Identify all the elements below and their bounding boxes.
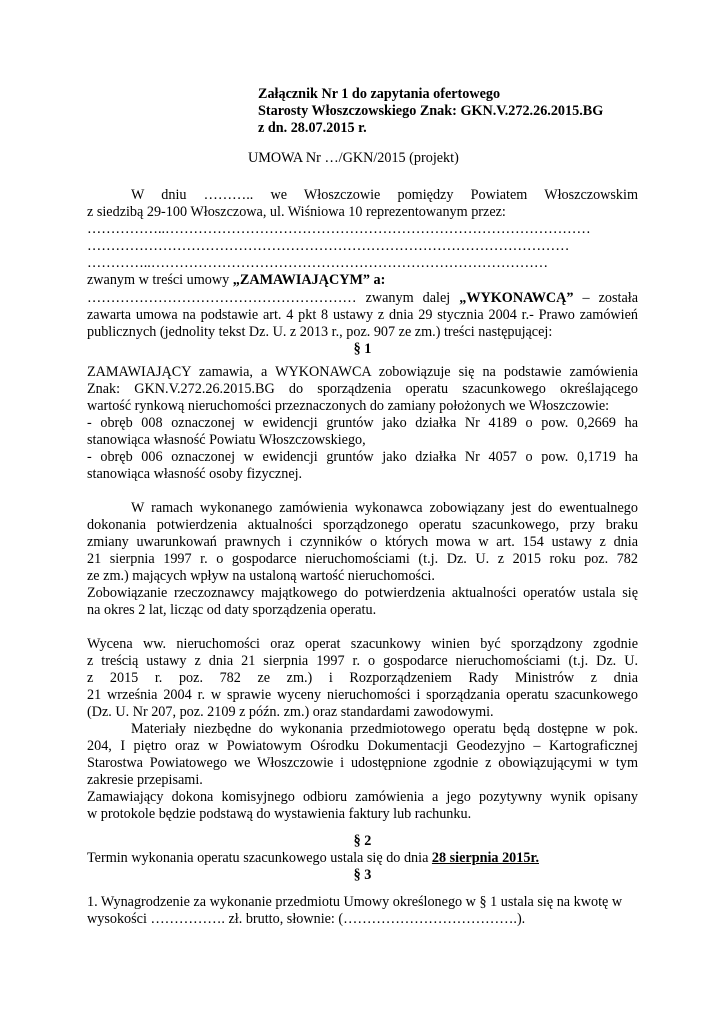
deadline-date: 28 sierpnia 2015r. [431, 850, 539, 866]
paragraph-line: 1. Wynagrodzenie za wykonanie przedmiotu Umowy określonego w § 1 ustala się na kwotę w [87, 894, 623, 910]
dots-line: …………..………………………………………………………………………… [87, 255, 549, 271]
paragraph-line: na okres 2 lat, licząc od daty sporządzenia operatu. [87, 602, 377, 618]
paragraph-line: ze zm.) mających wpływ na ustaloną wartość nieruchomości. [87, 568, 435, 584]
intro-line: z siedzibą 29-100 Włoszczowa, ul. Wiśniowa 10 reprezentowanym przez: [87, 204, 506, 220]
deadline-line [87, 850, 638, 867]
intro-line: W dniu ……….. we Włoszczowie pomiędzy Powiatem Włoszczowskim [131, 187, 638, 203]
paragraph-line: Zobowiązanie rzeczoznawcy majątkowego do potwierdzenia aktualności operatów ustala się [87, 585, 638, 601]
wykonawca-term: „WYKONAWCĄ” [459, 290, 574, 306]
header-line-1: Załącznik Nr 1 do zapytania ofertowego [258, 86, 501, 102]
deadline-text: Termin wykonania operatu szacunkowego ustala się do dnia [87, 850, 432, 866]
paragraph-line: Starostwa Powiatowego we Włoszczowie i udostępnione zgodnie z obowiązującymi w tym [87, 755, 638, 771]
section-1-heading: § 1 [353, 341, 372, 357]
paragraph-line: dokonania potwierdzenia aktualności sporządzonego operatu szacunkowego, przy braku [87, 517, 638, 533]
wykonawca-post: – została [573, 290, 639, 306]
zamawiajacy-pre: zwanym w treści umowy [87, 272, 233, 288]
paragraph-line: 204, I piętro oraz w Powiatowym Ośrodku Dokumentacji Geodezyjno – Kartograficznej [87, 738, 638, 754]
paragraph-line: Znak: GKN.V.272.26.2015.BG do sporządzenia operatu szacunkowego określającego [87, 381, 638, 397]
paragraph-line: W ramach wykonanego zamówienia wykonawca zobowiązany jest do ewentualnego [131, 500, 638, 516]
paragraph-line: wartość rynkową nieruchomości przeznaczonych do zamiany położonych we Włoszczowie: [87, 398, 610, 414]
paragraph-line: zakresie przepisami. [87, 772, 203, 788]
paragraph-line: zmiany uwarunkowań prawnych i czynników o których mowa w art. 154 ustawy z dnia [87, 534, 638, 550]
section-3-heading: § 3 [353, 867, 372, 883]
intro-line: zawarta umowa na podstawie art. 4 pkt 8 ustawy z dnia 29 stycznia 2004 r.- Prawo zamówień [87, 307, 638, 323]
zamawiajacy-term: „ZAMAWIAJĄCYM” a: [232, 272, 386, 288]
zamawiajacy-line [87, 272, 638, 289]
header-line-2: Starosty Włoszczowskiego Znak: GKN.V.272.26.2015.BG [258, 103, 604, 119]
dots-line: ………………………………………………………………………………………… [87, 238, 570, 254]
paragraph-line: Wycena ww. nieruchomości oraz operat szacunkowy winien być sporządzony zgodnie [87, 636, 638, 652]
paragraph-line: - obręb 006 oznaczonej w ewidencji gruntów jako działka Nr 4057 o pow. 0,1719 ha [87, 449, 638, 465]
paragraph-line: z treścią ustawy z dnia 21 sierpnia 1997 r. o gospodarce nieruchomościami (t.j. Dz. U. [87, 653, 638, 669]
wykonawca-line [87, 290, 638, 307]
paragraph-line: - obręb 008 oznaczonej w ewidencji gruntów jako działka Nr 4189 o pow. 0,2669 ha [87, 415, 638, 431]
paragraph-line: stanowiąca własność osoby fizycznej. [87, 466, 303, 482]
intro-line: publicznych (jednolity tekst Dz. U. z 2013 r., poz. 907 ze zm.) treści następującej: [87, 324, 553, 340]
paragraph-line: w protokole będzie podstawą do wystawienia faktury lub rachunku. [87, 806, 472, 822]
dots-line: ……………..……………………………………………………………………………… [87, 221, 591, 237]
paragraph-line: Zamawiający dokona komisyjnego odbioru zamówienia a jego pozytywny wynik opisany [87, 789, 638, 805]
paragraph-line: z 2015 r. poz. 782 ze zm.) i Rozporządzeniem Rady Ministrów z dnia [87, 670, 638, 686]
wykonawca-pre: ………………………………………………… zwanym dalej [87, 290, 460, 306]
paragraph-line: Materiały niezbędne do wykonania przedmiotowego operatu będą dostępne w pok. [131, 721, 638, 737]
paragraph-line: 21 września 2004 r. w sprawie wyceny nieruchomości i sporządzania operatu szacunkowego [87, 687, 638, 703]
paragraph-line: ZAMAWIAJĄCY zamawia, a WYKONAWCA zobowiązuje się na podstawie zamówienia [87, 364, 638, 380]
paragraph-line: (Dz. U. Nr 207, poz. 2109 z późn. zm.) oraz standardami zawodowymi. [87, 704, 494, 720]
paragraph-line: 21 sierpnia 1997 r. o gospodarce nieruchomościami (t.j. Dz. U. z 2015 roku poz. 782 [87, 551, 638, 567]
header-line-3: z dn. 28.07.2015 r. [258, 120, 367, 136]
paragraph-line: wysokości ……………. zł. brutto, słownie: (……………………………….). [87, 911, 526, 927]
paragraph-line: stanowiąca własność Powiatu Włoszczowskiego, [87, 432, 366, 448]
document-title: UMOWA Nr …/GKN/2015 (projekt) [248, 150, 459, 166]
section-2-heading: § 2 [353, 833, 372, 849]
